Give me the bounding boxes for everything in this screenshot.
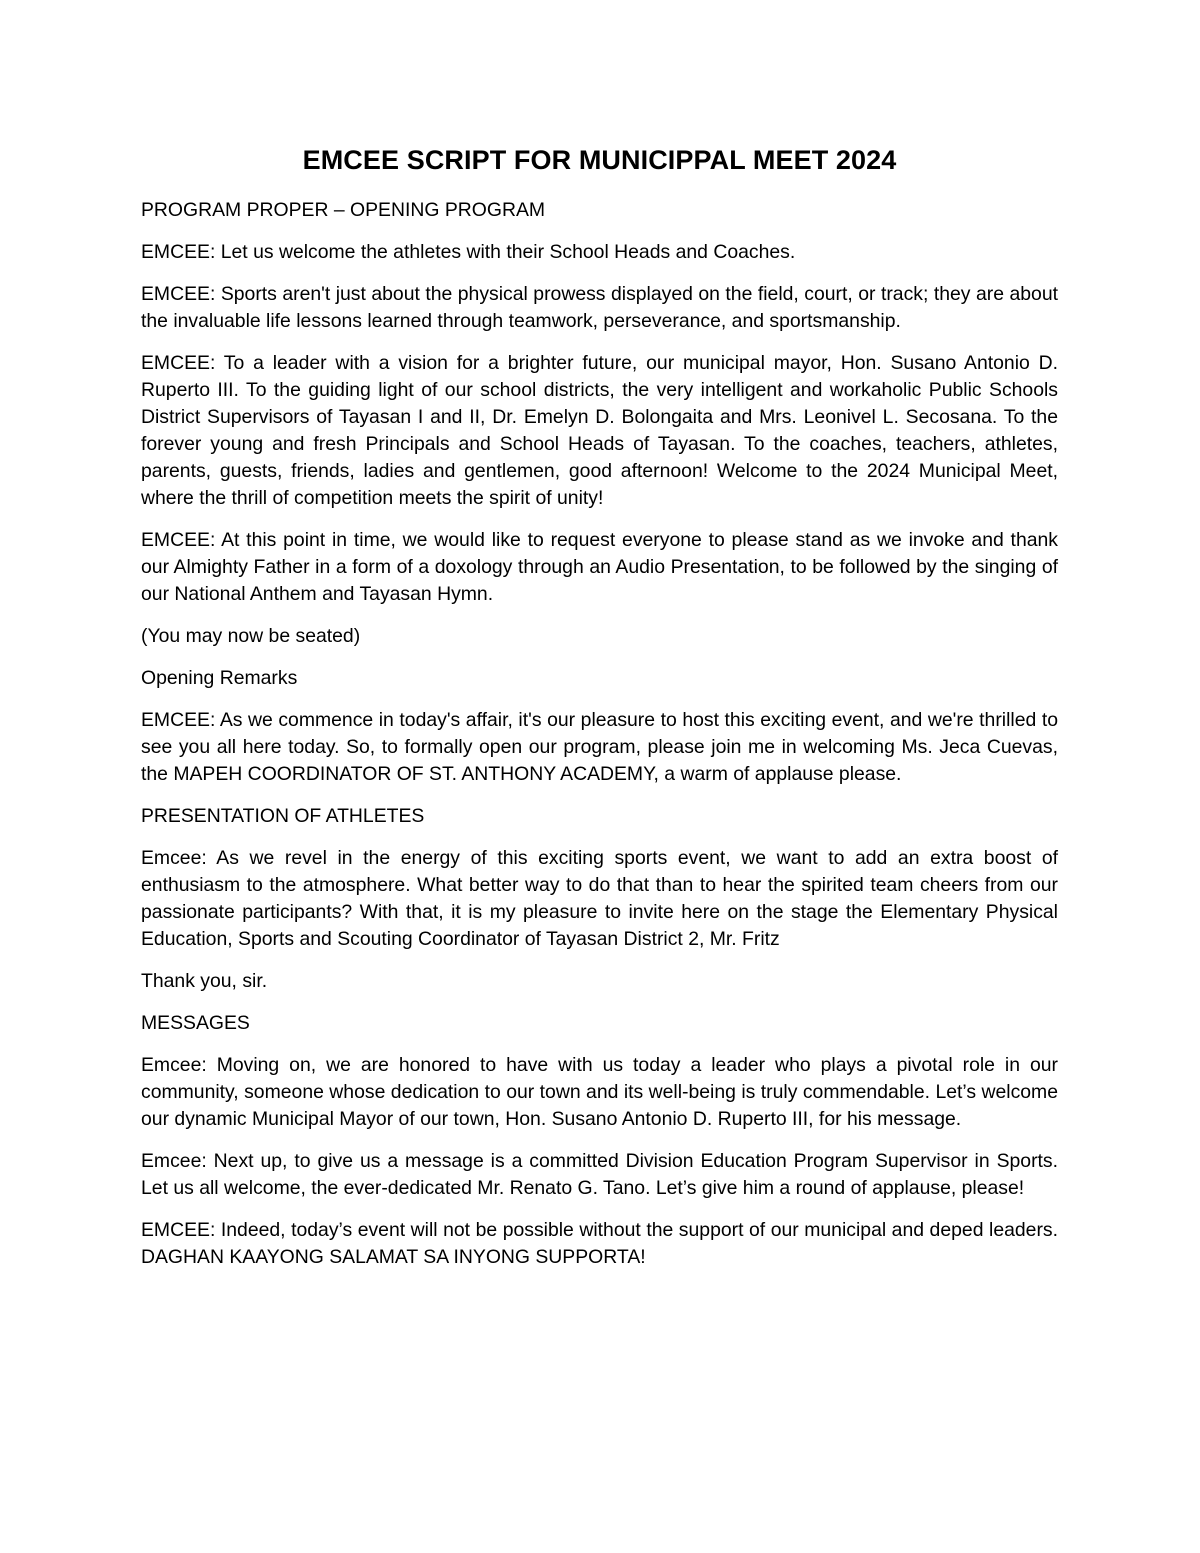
paragraph: Emcee: As we revel in the energy of this exciting sports event, we want to add an extra boost of enthusiasm to the atmosphere. What better way to do that than to hear the spirited team cheers from our passionate participants? With that, it is my pleasure to invite here on the stage the Elementary Physical Education, Sports and Scouting Coordinator of Tayasan District 2, Mr. Fritz (141, 847, 1058, 950)
paragraph: (You may now be seated) (141, 625, 361, 647)
paragraph: Thank you, sir. (141, 970, 268, 992)
paragraph: Emcee: Moving on, we are honored to have with us today a leader who plays a pivotal role in our community, someone whose dedication to our town and its well-being is truly commendable. Let’s welcome our dynamic Municipal Mayor of our town, Hon. Susano Antonio D. Ruperto III, for his message. (141, 1054, 1058, 1130)
paragraph: PROGRAM PROPER – OPENING PROGRAM (141, 199, 546, 221)
paragraph: EMCEE: At this point in time, we would like to request everyone to please stand as we invoke and thank our Almighty Father in a form of a doxology through an Audio Presentation, to be followed by the singing of our National Anthem and Tayasan Hymn. (141, 529, 1058, 605)
paragraph: EMCEE: Indeed, today’s event will not be possible without the support of our municipal and deped leaders. DAGHAN KAAYONG SALAMAT SA INYONG SUPPORTA! (141, 1219, 1058, 1268)
paragraph: Opening Remarks (141, 667, 298, 689)
paragraph: PRESENTATION OF ATHLETES (141, 805, 425, 827)
paragraph: MESSAGES (141, 1012, 250, 1034)
paragraph: Emcee: Next up, to give us a message is a committed Division Education Program Supervisor in Sports. Let us all welcome, the ever-dedicated Mr. Renato G. Tano. Let’s give him a round of applause, please! (141, 1150, 1058, 1199)
paragraph: EMCEE: Let us welcome the athletes with their School Heads and Coaches. (141, 241, 796, 263)
document-body (141, 197, 1058, 1271)
document-page (141, 138, 1058, 1286)
document-title: EMCEE SCRIPT FOR MUNICIPPAL MEET 2024 (302, 145, 897, 175)
paragraph: EMCEE: As we commence in today's affair, it's our pleasure to host this exciting event, and we're thrilled to see you all here today. So, to formally open our program, please join me in welcoming Ms. Jeca Cuevas, the MAPEH COORDINATOR OF ST. ANTHONY ACADEMY, a warm of applause please. (141, 709, 1058, 785)
paragraph: EMCEE: To a leader with a vision for a brighter future, our municipal mayor, Hon. Susano Antonio D. Ruperto III. To the guiding light of our school districts, the very intelligent and workaholic Public Schools District Supervisors of Tayasan I and II, Dr. Emelyn D. Bolongaita and Mrs. Leonivel L. Secosana. To the forever young and fresh Principals and School Heads of Tayasan. To the coaches, teachers, athletes, parents, guests, friends, ladies and gentlemen, good afternoon! Welcome to the 2024 Municipal Meet, where the thrill of competition meets the spirit of unity! (141, 352, 1058, 509)
paragraph: EMCEE: Sports aren't just about the physical prowess displayed on the field, court, or track; they are about the invaluable life lessons learned through teamwork, perseverance, and sportsmanship. (141, 283, 1058, 332)
